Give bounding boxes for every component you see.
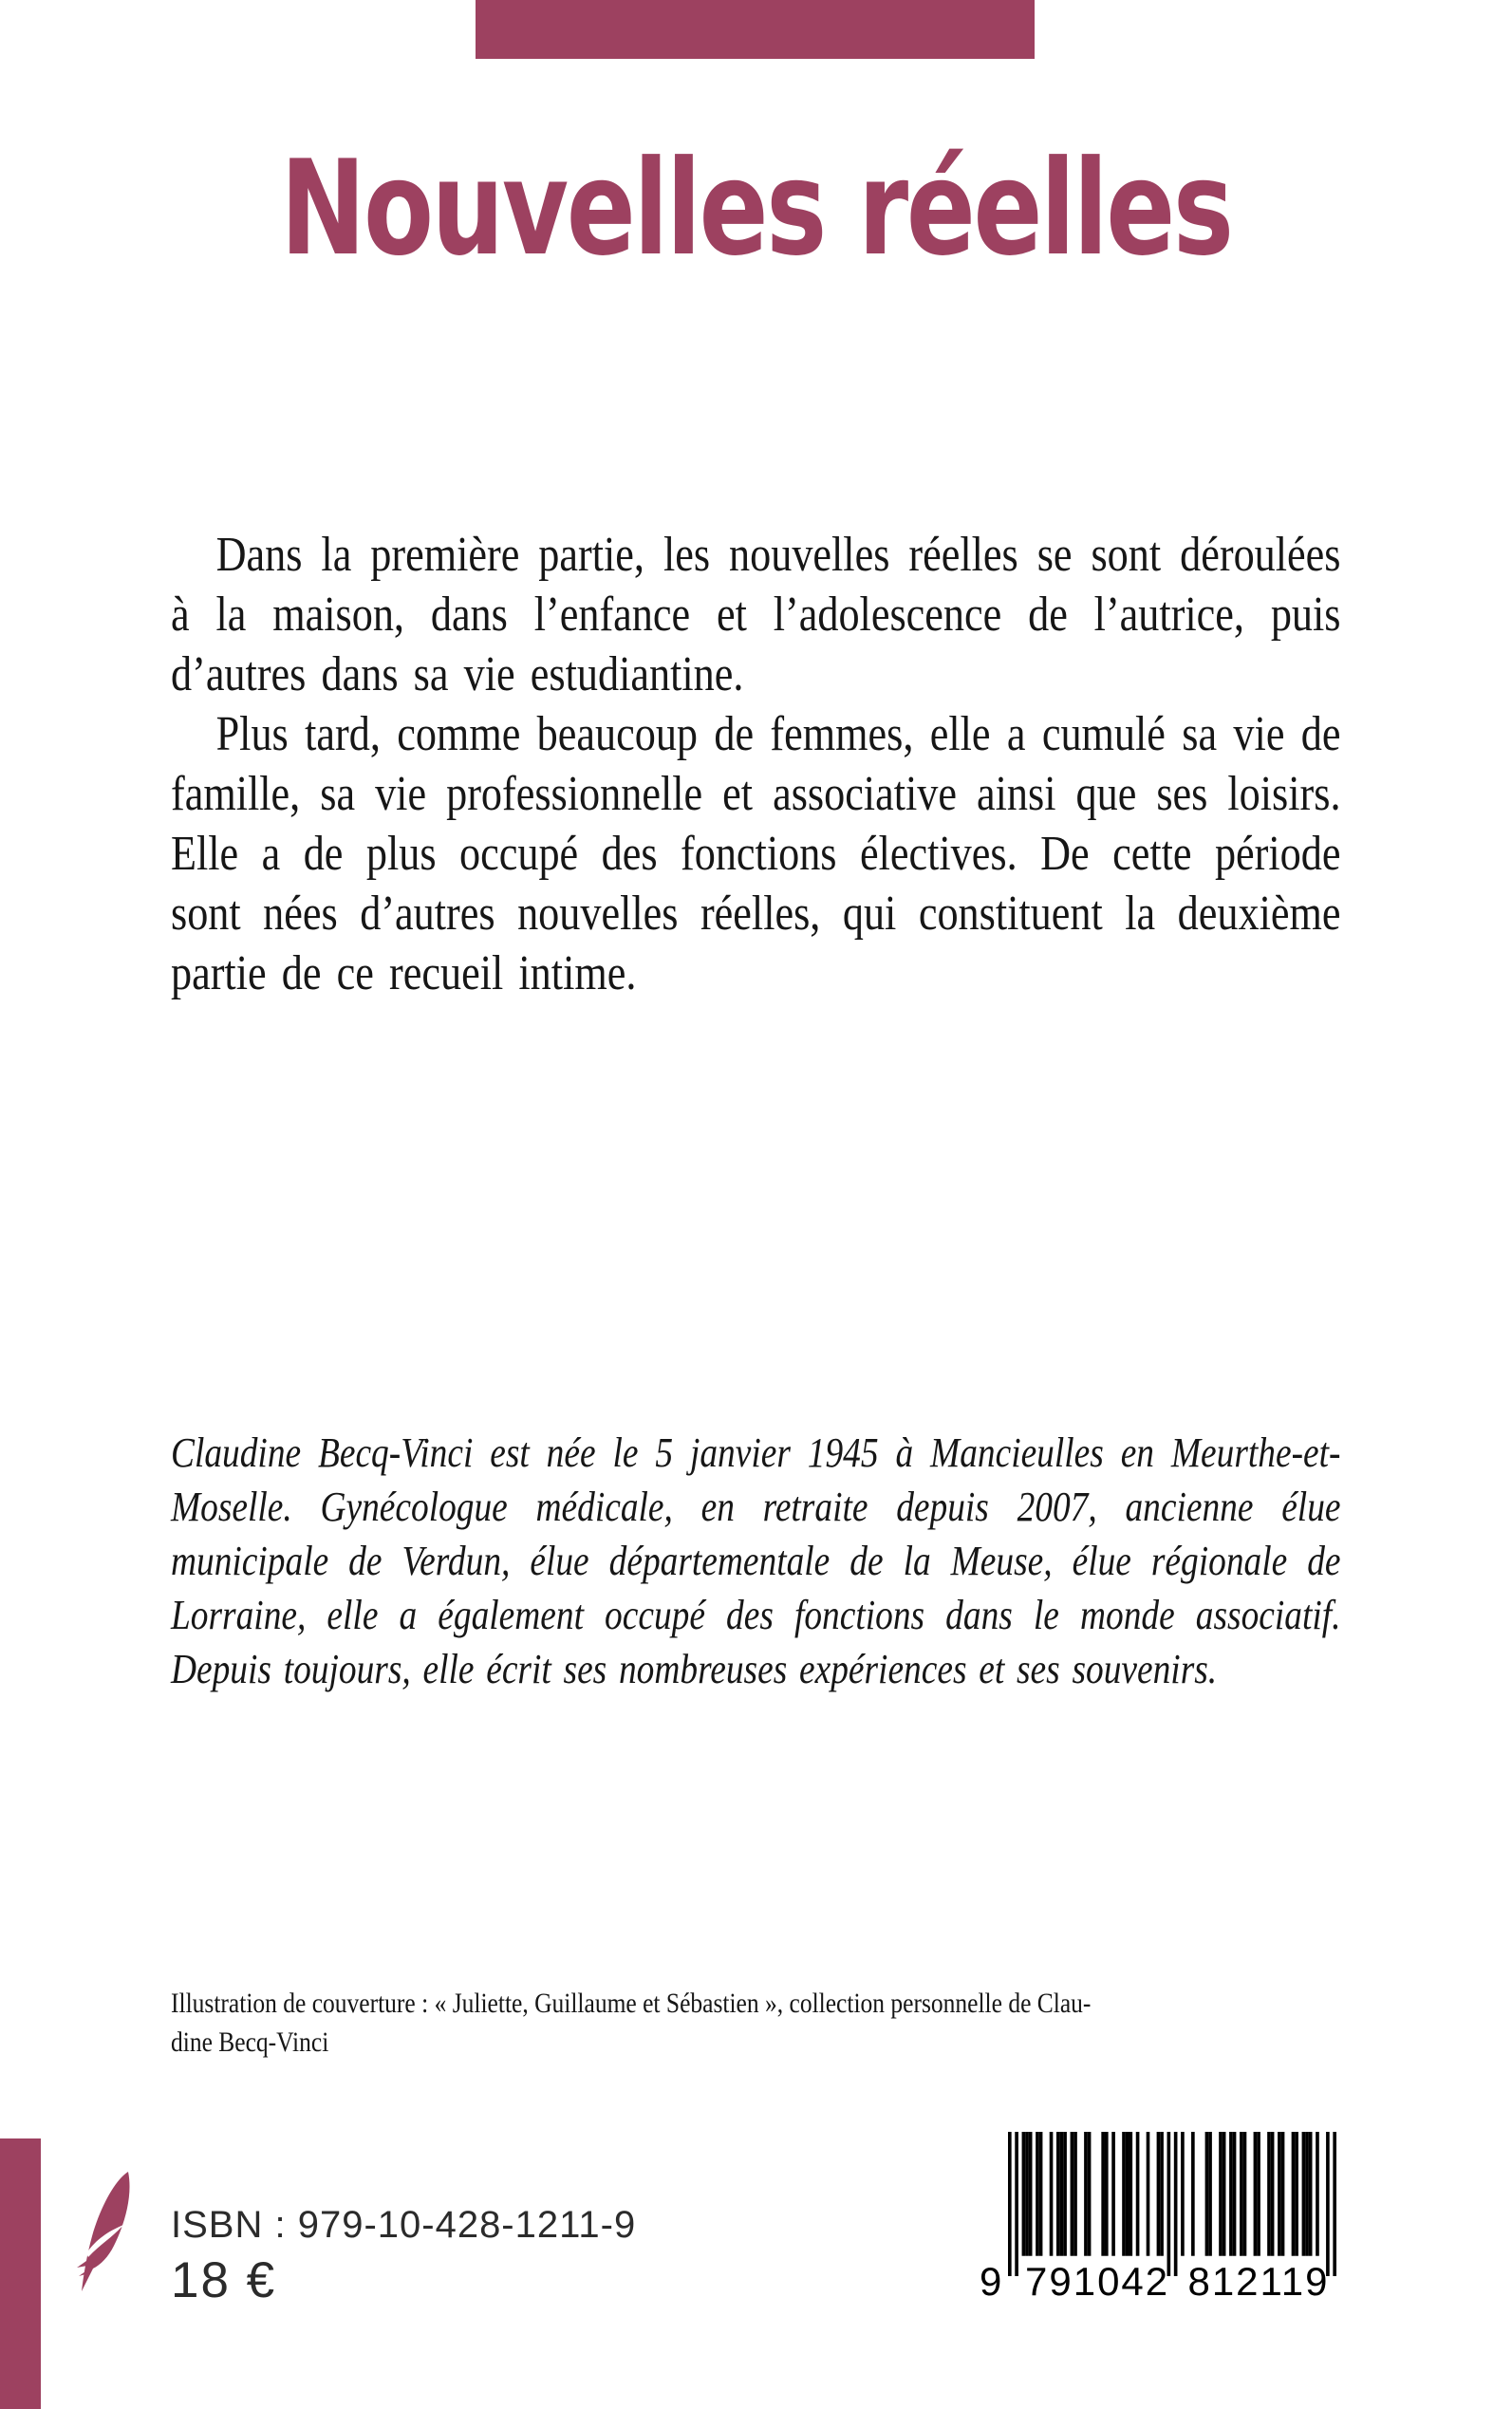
book-title: Nouvelles réelles (280, 132, 1232, 285)
publisher-spine-strip (0, 2138, 41, 2409)
cover-credit-line-1: Illustration de couverture : « Juliette, Guillaume et Sébastien », collection personnelle de Clau- (171, 1988, 1092, 2019)
cover-credit (171, 1984, 1341, 2062)
quill-feather-icon (76, 2170, 140, 2293)
isbn-text: ISBN : 979-10-428-1211-9 (171, 2204, 637, 2246)
author-bio: Claudine Becq-Vinci est née le 5 janvier 1945 à Mancieulles en Meurthe-et-Moselle. Gynécologue médicale, en retraite depuis 2007, ancienne élue municipale de Verdun, élue départementale de la Meuse, élue régionale de Lorraine, elle a également occupé des fonctions dans le monde associatif. Depuis toujours, elle écrit ses nombreuses expériences et ses souvenirs. (171, 1429, 1341, 1692)
barcode-digits-group1: 791042 (1025, 2259, 1170, 2304)
synopsis (171, 525, 1341, 1003)
cover-credit-line-2: dine Becq-Vinci (171, 2026, 329, 2058)
barcode-bars (1008, 2132, 1336, 2276)
synopsis-paragraph-1: Dans la première partie, les nouvelles réelles se sont déroulées à la maison, dans l’enfance et l’adolescence de l’autrice, puis d’autres dans sa vie estudiantine. (171, 528, 1341, 701)
ean13-barcode (980, 2132, 1342, 2305)
barcode-digit-first: 9 (980, 2259, 1002, 2304)
synopsis-paragraph-2: Plus tard, comme beaucoup de femmes, elle a cumulé sa vie de famille, sa vie professionnelle et associative ainsi que ses loisirs. Elle a de plus occupé des fonctions électives. De cette période sont nées d’autres nouvelles réelles, qui constituent la deuxième partie de ce recueil intime. (171, 707, 1341, 1000)
barcode-digits-group2: 812119 (1187, 2259, 1330, 2304)
price-text: 18 € (171, 2252, 277, 2308)
spine-top-bar (476, 0, 1035, 59)
